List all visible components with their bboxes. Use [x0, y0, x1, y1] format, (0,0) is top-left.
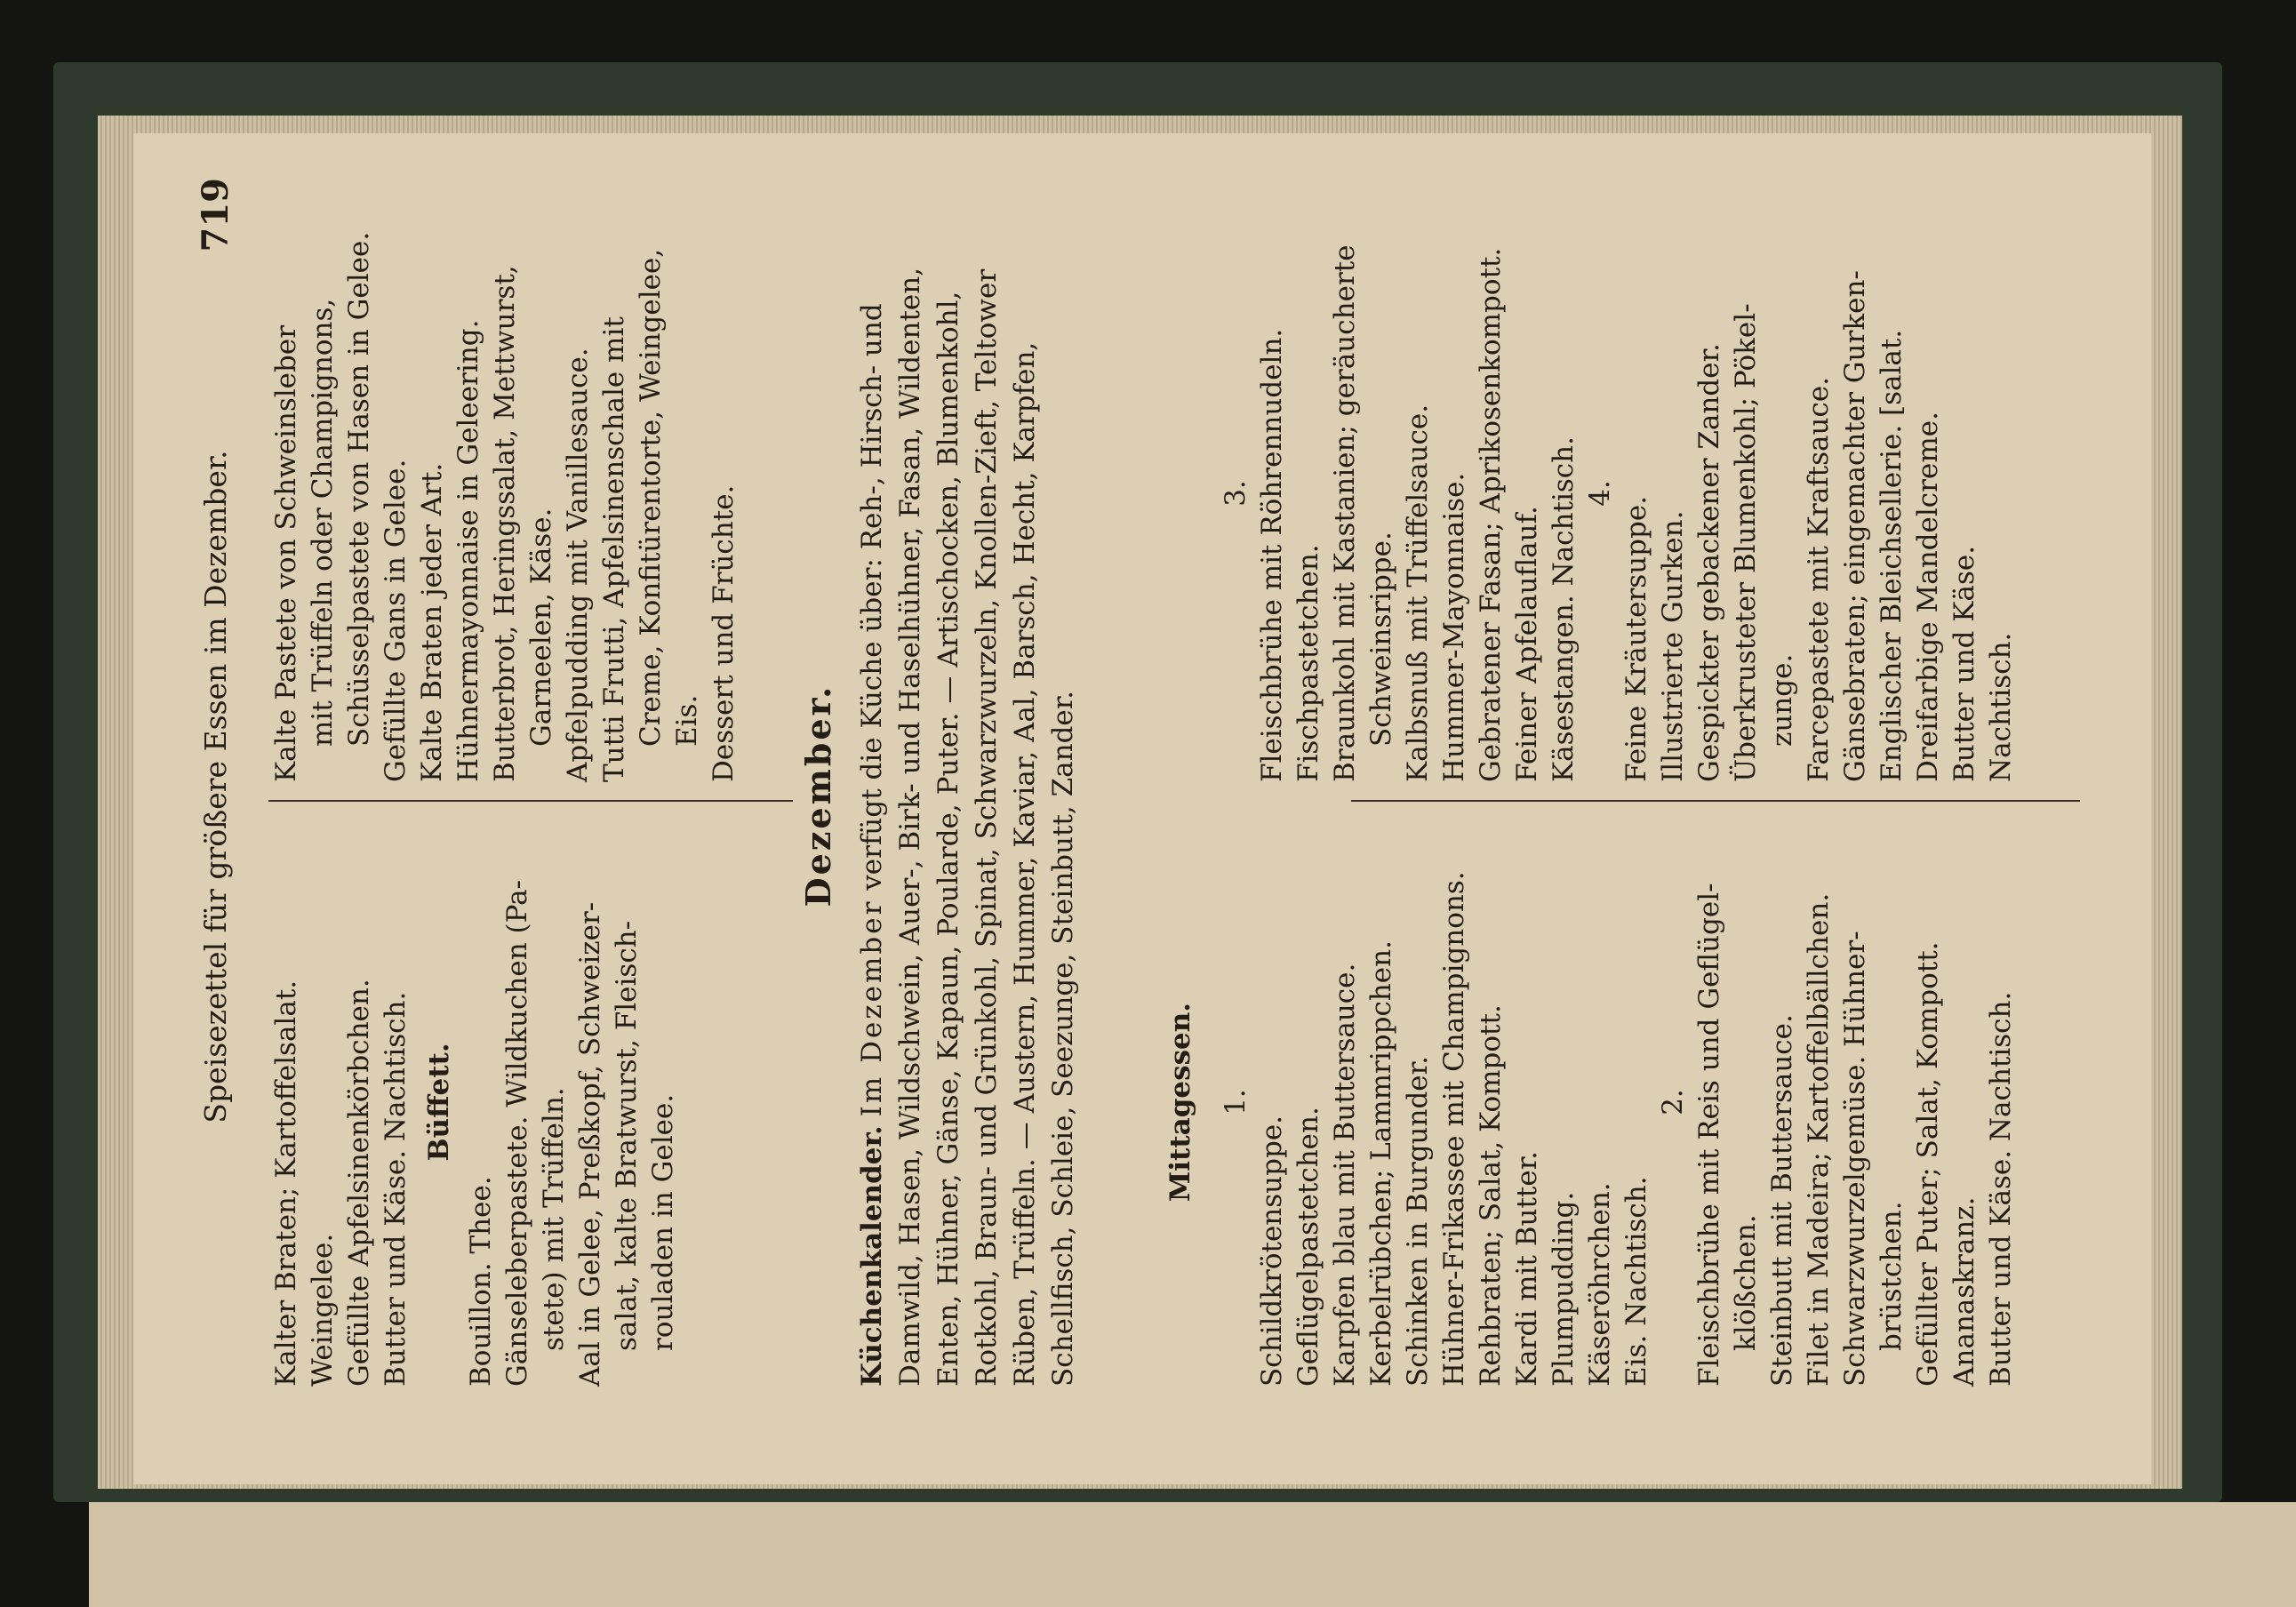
- menu-item: Dreifarbige Mandelcreme.: [1912, 412, 1944, 782]
- running-head-title: Speisezettel für größere Essen im Dezember.: [198, 450, 233, 1123]
- text-line: Garneelen, Käse.: [525, 508, 557, 747]
- text-line: Butterbrot, Heringssalat, Mettwurst,: [489, 265, 521, 782]
- menu-item: Kalbsnuß mit Trüffelsauce.: [1402, 404, 1434, 782]
- menu-item: Farcepastete mit Kraftsauce.: [1803, 376, 1835, 782]
- menu-item: Hühner-Frikassee mit Champignons.: [1438, 871, 1470, 1387]
- menu-item: Schinken in Burgunder.: [1402, 1056, 1434, 1387]
- menu-item: Gespickter gebackener Zander.: [1693, 343, 1725, 782]
- bueffett-heading: Büffett.: [423, 1043, 455, 1162]
- menu-item: Kerbelrübchen; Lammrippchen.: [1365, 940, 1397, 1387]
- menu-item: Fleischbrühe mit Reis und Geflügel-: [1693, 883, 1725, 1387]
- text-line: Gefüllte Apfelsinenkörbchen.: [343, 979, 375, 1387]
- page-text: [133, 133, 2151, 1484]
- text-line: stete) mit Trüffeln.: [538, 1087, 570, 1351]
- text-line: Hühnermayonnaise in Geleering.: [452, 319, 484, 782]
- text-line: Eis.: [671, 694, 703, 747]
- column-divider: [268, 800, 793, 802]
- menu-item: Ananaskranz.: [1948, 1196, 1980, 1387]
- menu-item: brüstchen.: [1876, 1201, 1908, 1351]
- menu-item: Feiner Apfelauflauf.: [1511, 506, 1543, 782]
- menu-item: Schildkrötensuppe.: [1256, 1115, 1288, 1387]
- menu-item: Plumpudding.: [1548, 1191, 1580, 1387]
- menu-item: Schwarzwurzelgemüse. Hühner-: [1839, 931, 1871, 1387]
- text-line: Creme, Konfitürentorte, Weingelee,: [635, 248, 667, 747]
- menu-item: Gänsebraten; eingemachter Gurken-: [1839, 270, 1871, 782]
- menu-item: Eis. Nachtisch.: [1620, 1176, 1652, 1387]
- kalender-text: verfügt die Küche über: Reh-, Hirsch- und Damwild, Hasen, Wildschwein, Auer-, Birk- und Haselhühner, Fasan, Wildenten, Enten, Hühner, Gänse, Kapaun, Poularde, Puter. — Artischocken, Blumenkohl, Rotkohl, Braun- und Grünkohl, Spinat, Schwarzwurzeln, Knollen-Zieft, Teltower Rüben, Trüffeln. — Austern, Hummer, Kaviar, Aal, Barsch, Hecht, Karpfen, Schellfisch, Schleie, Seezunge, Steinbutt, Zander.: [856, 267, 1079, 1387]
- menu-item: Käseröhrchen.: [1584, 1182, 1616, 1387]
- menu-item: Schweinsrippe.: [1365, 532, 1397, 747]
- column-divider: [1351, 800, 2080, 802]
- month-title: Dezember.: [798, 684, 838, 907]
- menu-item: Feine Kräutersuppe.: [1620, 495, 1652, 782]
- menu-item: Filet in Madeira; Kartoffelbällchen.: [1803, 892, 1835, 1387]
- menu-item: klößchen.: [1730, 1214, 1762, 1351]
- menu-item: Englischer Bleichsellerie. [salat.: [1876, 329, 1908, 782]
- mittagessen-right-column: [1218, 204, 2020, 782]
- text-line: Kalter Braten; Kartoffelsalat.: [270, 979, 302, 1387]
- menu-number: 4.: [1584, 480, 1616, 507]
- text-line: Aal in Gelee, Preßkopf, Schweizer-: [574, 901, 606, 1387]
- running-head: [197, 169, 244, 1404]
- menu-item: Butter und Käse.: [1948, 545, 1980, 782]
- kalender-label: Küchenkalender.: [856, 1125, 888, 1387]
- text-line: Gänseleberpastete. Wildkuchen (Pa-: [501, 879, 533, 1387]
- kuechenkalender-paragraph: [853, 204, 1083, 1387]
- text-line: Gefüllte Gans in Gelee.: [380, 459, 412, 782]
- menu-item: Nachtisch.: [1985, 632, 2017, 782]
- text-line: Kalte Braten jeder Art.: [416, 462, 448, 782]
- menu-number: 3.: [1220, 480, 1252, 507]
- menu-number: 1.: [1220, 1089, 1252, 1115]
- text-line: Dessert und Früchte.: [708, 484, 740, 782]
- menu-item: Braunkohl mit Kastanien; geräucherte: [1329, 244, 1361, 782]
- left-column: [268, 818, 682, 1387]
- page-number: 719: [195, 178, 236, 252]
- menu-item: Steinbutt mit Buttersauce.: [1766, 1014, 1798, 1387]
- menu-item: Gebratener Fasan; Aprikosenkompott.: [1475, 247, 1507, 782]
- menu-item: zunge.: [1766, 653, 1798, 747]
- menu-item: Hummer-Mayonnaise.: [1438, 472, 1470, 782]
- menu-item: Karpfen blau mit Buttersauce.: [1329, 963, 1361, 1387]
- text-line: mit Trüffeln oder Champignons,: [307, 298, 339, 747]
- facing-page-edge: [89, 1502, 2296, 1607]
- menu-item: Gefüllter Puter; Salat, Kompott.: [1912, 941, 1944, 1387]
- mittagessen-heading: Mittagessen.: [1164, 1002, 1196, 1203]
- menu-item: Überkrusteter Blumenkohl; Pökel-: [1730, 303, 1762, 782]
- menu-item: Butter und Käse. Nachtisch.: [1985, 991, 2017, 1387]
- menu-item: Rehbraten; Salat, Kompott.: [1475, 1004, 1507, 1387]
- menu-item: Fleischbrühe mit Röhrennudeln.: [1256, 328, 1288, 782]
- menu-item: Illustrierte Gurken.: [1657, 510, 1689, 782]
- menu-number: 2.: [1657, 1089, 1689, 1115]
- text-line: Schüsselpastete von Hasen in Gelee.: [343, 231, 375, 747]
- menu-item: Käsestangen. Nachtisch.: [1548, 436, 1580, 782]
- text-line: Apfelpudding mit Vanillesauce.: [562, 348, 594, 782]
- text-line: Weingelee.: [307, 1233, 339, 1387]
- right-column: [268, 204, 742, 782]
- menu-item: Kardi mit Butter.: [1511, 1151, 1543, 1387]
- text-line: rouladen in Gelee.: [647, 1093, 679, 1351]
- text-line: Tutti Frutti, Apfelsinenschale mit: [598, 316, 630, 782]
- text-line: salat, kalte Bratwurst, Fleisch-: [611, 920, 643, 1351]
- text-line: Butter und Käse. Nachtisch.: [380, 991, 412, 1387]
- text-line: Kalte Pastete von Schweinsleber: [270, 324, 302, 782]
- text-line: Bouillon. Thee.: [465, 1176, 497, 1387]
- menu-item: Geflügelpastetchen.: [1292, 1107, 1324, 1387]
- kalender-intro: Im Dezember: [856, 899, 888, 1117]
- mittagessen-left-column: [1218, 818, 2020, 1387]
- menu-item: Fischpastetchen.: [1292, 544, 1324, 782]
